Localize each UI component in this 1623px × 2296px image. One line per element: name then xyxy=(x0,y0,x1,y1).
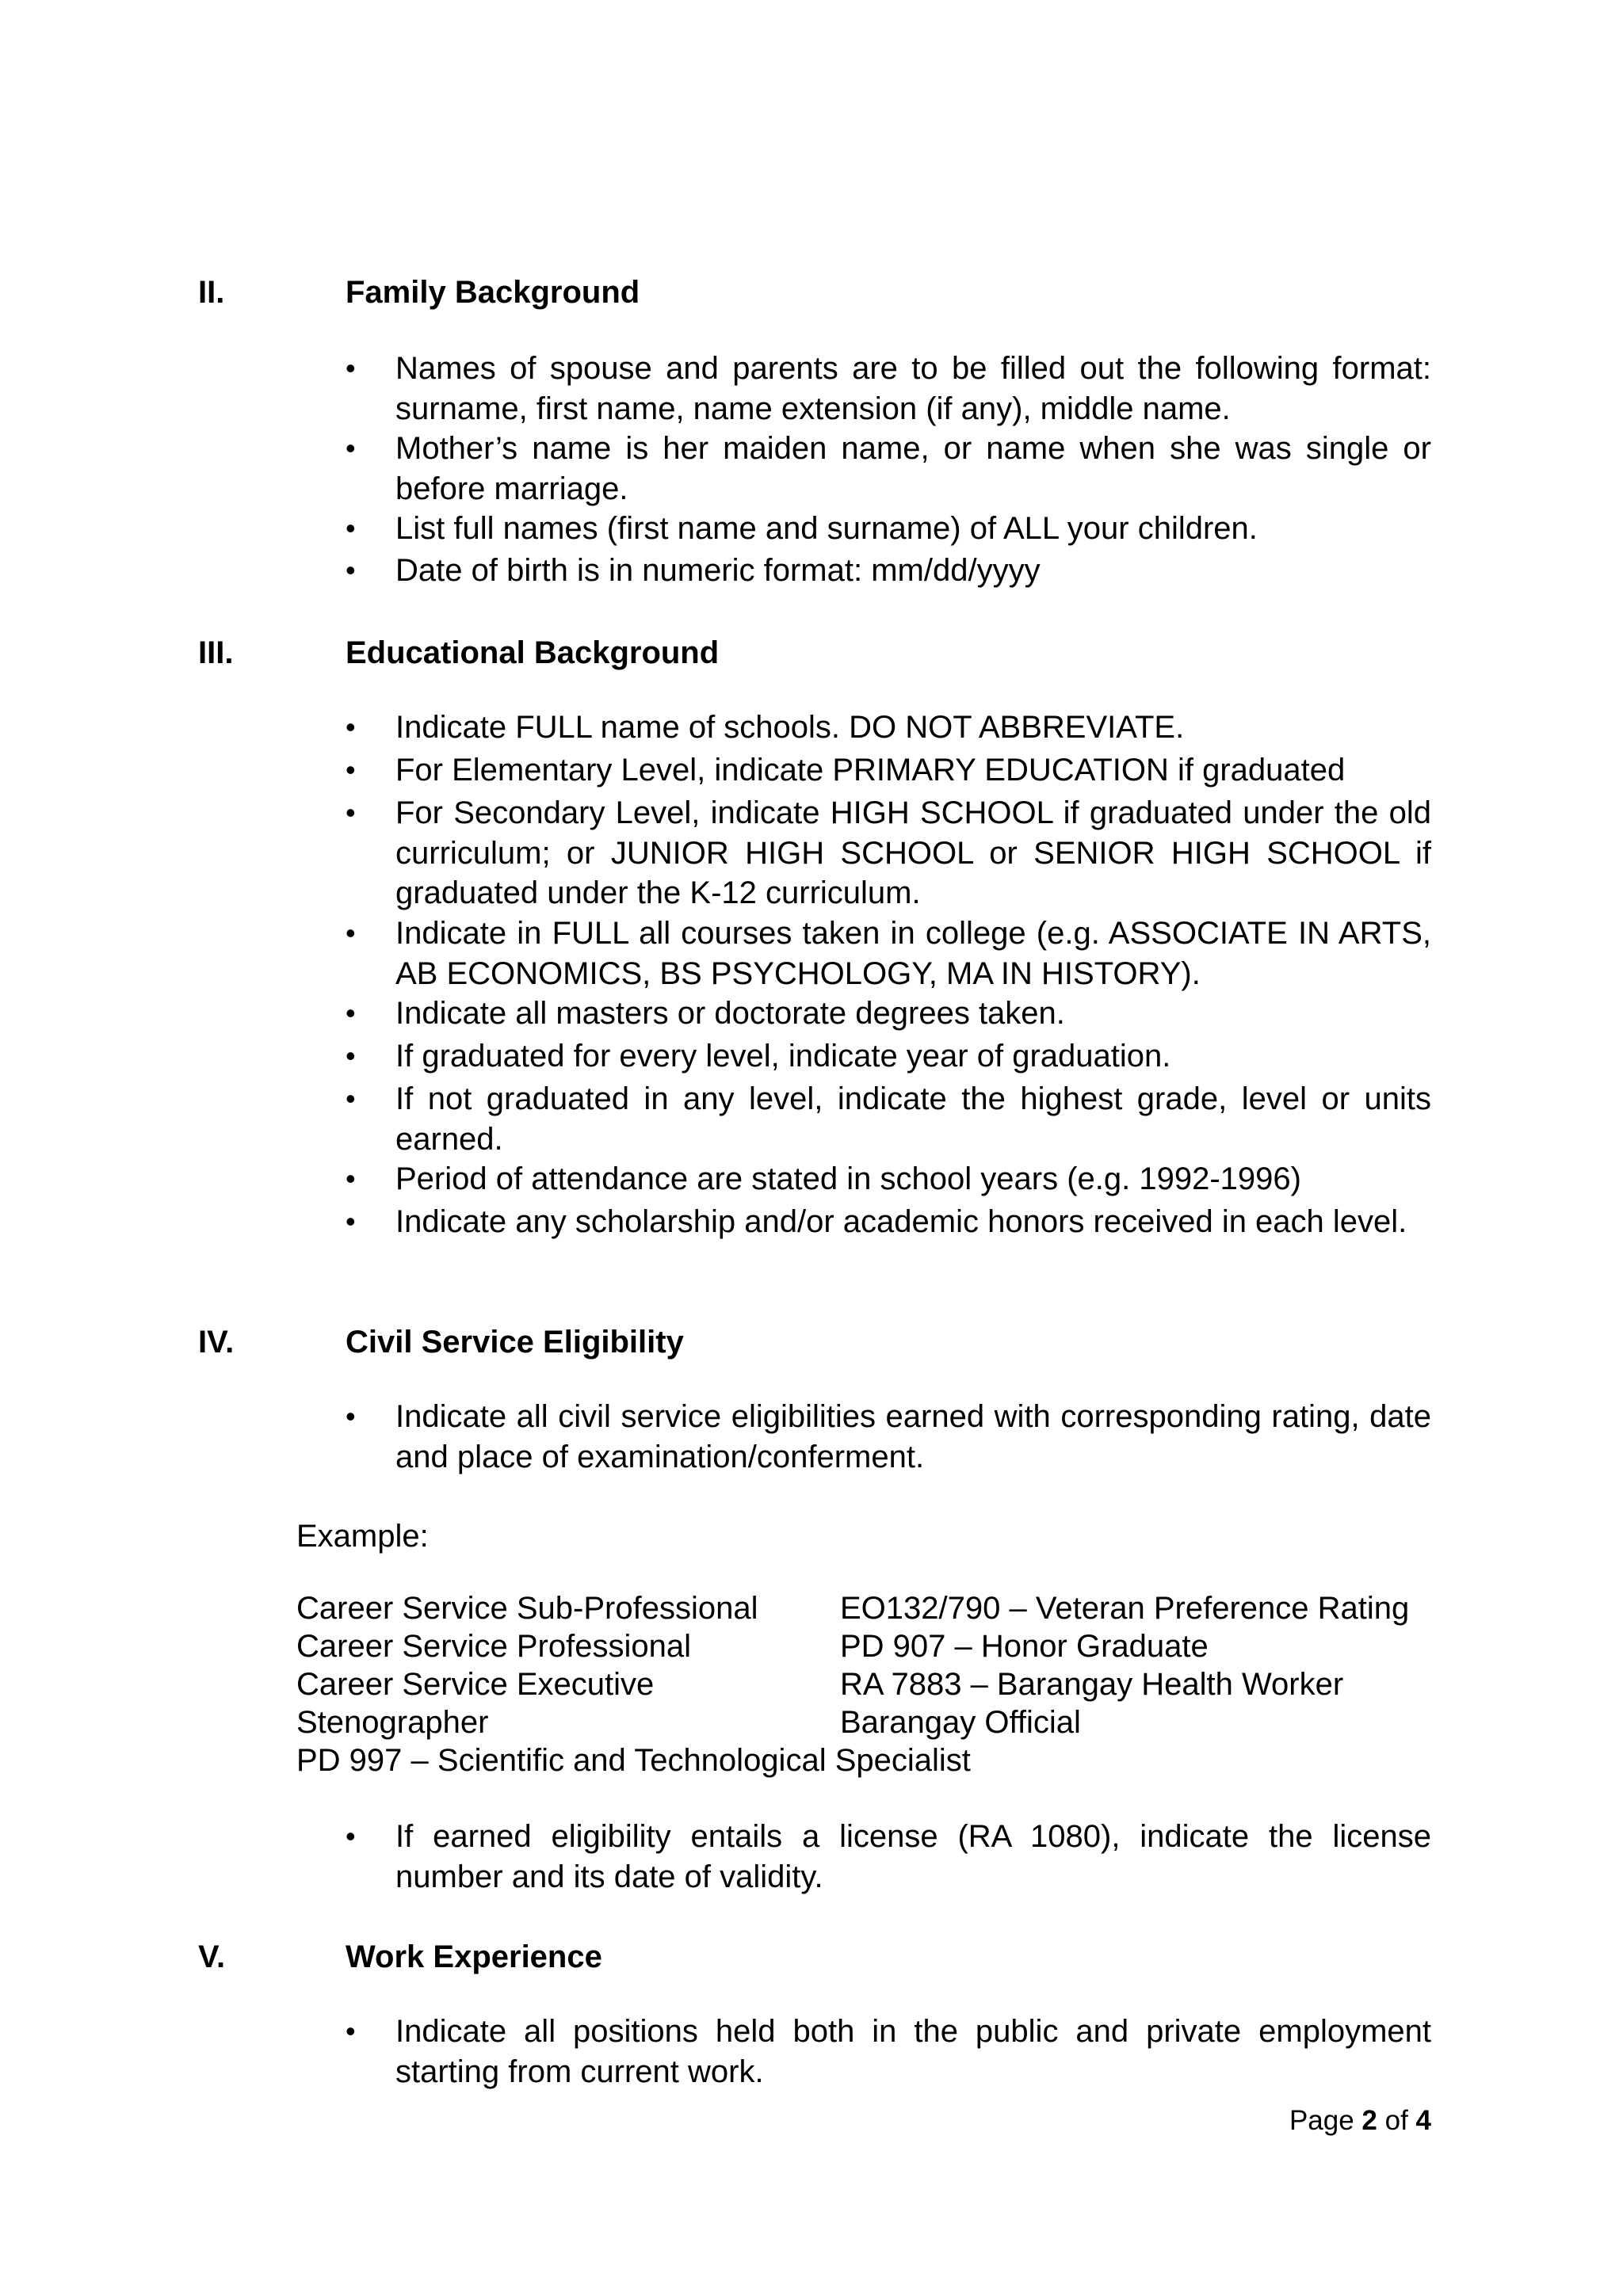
bullet-dot: • xyxy=(346,1400,356,1432)
bullet-text: If not graduated in any level, indicate the highest grade, level or units earned. xyxy=(395,1081,1431,1157)
bullet-text: Indicate all civil service eligibilities earned with corresponding rating, date and place of examination/conferment. xyxy=(395,1399,1431,1474)
bullet-dot: • xyxy=(346,997,356,1029)
bullet-dot: • xyxy=(346,753,356,786)
bullet-text: Indicate all positions held both in the public and private employment starting from current work. xyxy=(395,2014,1431,2089)
list-item xyxy=(0,1036,1623,1079)
bullet-text: If graduated for every level, indicate year of graduation. xyxy=(395,1039,1171,1074)
section-number: IV. xyxy=(198,1325,235,1360)
list-item xyxy=(0,1079,1623,1159)
bullet-dot: • xyxy=(346,796,356,829)
bullet-text: Indicate all masters or doctorate degrees taken. xyxy=(395,996,1065,1031)
bullet-text: If earned eligibility entails a license (RA 1080), indicate the license number and its date of validity. xyxy=(395,1819,1431,1894)
bullet-list xyxy=(0,1817,1623,1897)
page-of-label: of xyxy=(1377,2105,1416,2136)
example-eligibility: Barangay Official xyxy=(840,1705,1081,1740)
example-label: Example: xyxy=(296,1519,429,1554)
section-heading xyxy=(0,269,1623,316)
bullet-dot: • xyxy=(346,1039,356,1072)
example-eligibility: EO132/790 – Veteran Preference Rating xyxy=(840,1591,1410,1626)
page-label: Page xyxy=(1289,2105,1362,2136)
section-number: III. xyxy=(198,635,234,670)
section-title: Educational Background xyxy=(346,635,720,670)
list-item xyxy=(0,994,1623,1036)
example-eligibility: Career Service Executive xyxy=(296,1667,655,1702)
list-item xyxy=(0,1817,1623,1897)
current-page: 2 xyxy=(1361,2105,1377,2136)
bullet-dot: • xyxy=(346,432,356,464)
bullet-text: List full names (first name and surname) of ALL your children. xyxy=(395,511,1258,546)
bullet-dot: • xyxy=(346,554,356,586)
section-number: V. xyxy=(198,1939,226,1974)
bullet-text: Names of spouse and parents are to be filled out the following format: surname, first name, name extension (if any), middle name. xyxy=(395,351,1431,426)
bullet-text: Indicate in FULL all courses taken in college (e.g. ASSOCIATE IN ARTS, AB ECONOMICS, BS PSYCHOLOGY, MA IN HISTORY). xyxy=(395,916,1431,991)
bullet-text: Indicate any scholarship and/or academic honors received in each level. xyxy=(395,1204,1407,1239)
example-eligibility: PD 907 – Honor Graduate xyxy=(840,1629,1209,1664)
bullet-text: For Elementary Level, indicate PRIMARY EDUCATION if graduated xyxy=(395,753,1346,788)
total-pages: 4 xyxy=(1415,2105,1431,2136)
bullet-dot: • xyxy=(346,1082,356,1115)
section-heading xyxy=(0,1933,1623,1981)
example-eligibility: Career Service Sub-Professional xyxy=(296,1591,758,1626)
list-item xyxy=(0,349,1623,429)
list-item xyxy=(0,2012,1623,2092)
bullet-text: Indicate FULL name of schools. DO NOT ABBREVIATE. xyxy=(395,710,1185,745)
example-eligibility: PD 997 – Scientific and Technological Specialist xyxy=(296,1743,971,1778)
list-item xyxy=(0,1202,1623,1282)
section-heading xyxy=(0,1318,1623,1366)
section-title: Family Background xyxy=(346,275,640,310)
bullet-text: Mother’s name is her maiden name, or name when she was single or before marriage. xyxy=(395,431,1431,506)
bullet-dot: • xyxy=(346,711,356,743)
section-title: Work Experience xyxy=(346,1939,602,1974)
bullet-list xyxy=(0,1397,1623,1477)
list-item xyxy=(0,509,1623,551)
bullet-dot: • xyxy=(346,1820,356,1852)
page-number xyxy=(1289,2103,1431,2138)
bullet-dot: • xyxy=(346,352,356,384)
example-eligibility: RA 7883 – Barangay Health Worker xyxy=(840,1667,1344,1702)
bullet-list xyxy=(0,707,1623,1282)
bullet-list xyxy=(0,349,1623,593)
example-eligibility: Career Service Professional xyxy=(296,1629,691,1664)
bullet-dot: • xyxy=(346,1162,356,1195)
bullet-dot: • xyxy=(346,917,356,949)
bullet-dot: • xyxy=(346,512,356,544)
bullet-dot: • xyxy=(346,1205,356,1238)
bullet-text: For Secondary Level, indicate HIGH SCHOOL if graduated under the old curriculum; or JUNIOR HIGH SCHOOL or SENIOR HIGH SCHOOL if graduated under the K-12 curriculum. xyxy=(395,795,1431,910)
section-number: II. xyxy=(198,275,225,310)
list-item xyxy=(0,913,1623,994)
list-item xyxy=(0,793,1623,913)
example-eligibility: Stenographer xyxy=(296,1705,489,1740)
list-item xyxy=(0,1159,1623,1202)
list-item xyxy=(0,429,1623,509)
list-item xyxy=(0,707,1623,750)
bullet-list xyxy=(0,2012,1623,2092)
bullet-text: Date of birth is in numeric format: mm/dd/yyyy xyxy=(395,553,1041,588)
section-heading xyxy=(0,629,1623,677)
bullet-dot: • xyxy=(346,2015,356,2047)
section-title: Civil Service Eligibility xyxy=(346,1325,684,1360)
bullet-text: Period of attendance are stated in school years (e.g. 1992-1996) xyxy=(395,1161,1301,1196)
list-item xyxy=(0,1397,1623,1477)
list-item xyxy=(0,750,1623,793)
list-item xyxy=(0,551,1623,593)
